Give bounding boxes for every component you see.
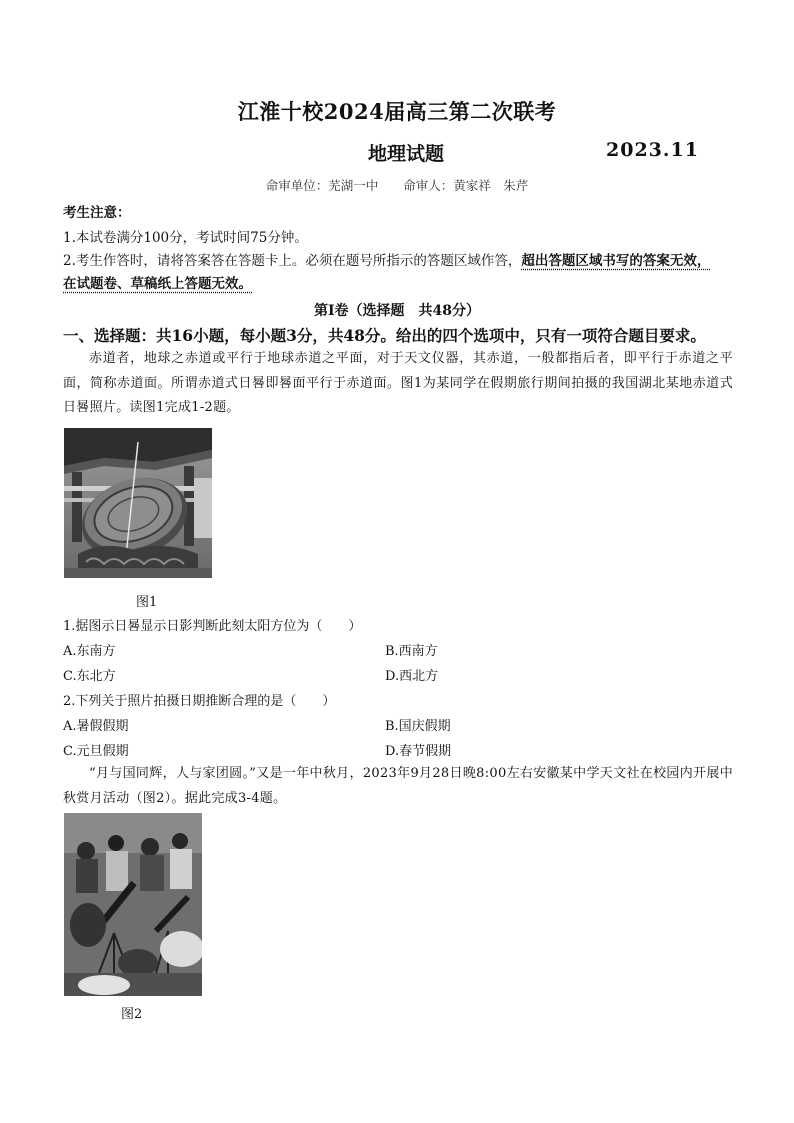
question-2-option-d[interactable]: D.春节假期	[385, 744, 452, 759]
question-2-option-c[interactable]: C.元旦假期	[63, 744, 129, 759]
notice-item-2-emphasis-cont: 在试题卷、草稿纸上答题无效。	[63, 276, 252, 292]
figure-1-caption: 图1	[136, 595, 158, 610]
moon-viewing-photo	[64, 813, 202, 996]
exam-date: 2023.11	[606, 139, 699, 161]
notice-item-2	[63, 249, 710, 269]
question-2-option-b[interactable]: B.国庆假期	[385, 719, 451, 734]
sundial-image-icon	[64, 428, 212, 578]
question-1-option-a[interactable]: A.东南方	[63, 644, 116, 659]
part-heading: 一、选择题：共16小题，每小题3分，共48分。给出的四个选项中，只有一项符合题目要求。	[63, 326, 706, 345]
question-1-option-b[interactable]: B.西南方	[385, 644, 438, 659]
question-2-stem: 2.下列关于照片拍摄日期推断合理的是（ ）	[63, 694, 336, 709]
notice-item-1: 1.本试卷满分100分，考试时间75分钟。	[63, 230, 308, 246]
question-1-option-c[interactable]: C.东北方	[63, 669, 116, 684]
exam-subject: 地理试题	[368, 143, 445, 165]
section-heading: 第Ⅰ卷（选择题 共48分）	[313, 303, 481, 319]
question-2-option-a[interactable]: A.暑假假期	[63, 719, 129, 734]
question-1-stem: 1.据图示日晷显示日影判断此刻太阳方位为（ ）	[63, 619, 362, 634]
notice-item-2-cont	[63, 272, 252, 292]
notice-heading: 考生注意：	[63, 205, 131, 221]
exam-title: 江淮十校2024届高三第二次联考	[237, 99, 557, 124]
figure-2-caption: 图2	[121, 1007, 143, 1022]
sundial-photo	[64, 428, 212, 578]
exam-authors: 命审单位：芜湖一中 命审人：黄家祥 朱芹	[265, 178, 529, 193]
notice-item-2-text: 2.考生作答时，请将答案答在答题卡上。必须在题号所指示的答题区域作答，	[63, 253, 522, 269]
passage-2: “月与国同辉，人与家团圆。”又是一年中秋月，2023年9月28日晚8:00左右安徽某中学天文社在校园内开展中秋赏月活动（图2）。据此完成3-4题。	[63, 766, 733, 806]
moon-viewing-image-icon	[64, 813, 202, 996]
question-1-option-d[interactable]: D.西北方	[385, 669, 439, 684]
passage-1: 赤道者，地球之赤道或平行于地球赤道之平面，对于天文仪器，其赤道，一般都指后者，即平行于赤道之平面，简称赤道面。所谓赤道式日晷即晷面平行于赤道面。图1为某同学在假期旅行期间拍摄的我国湖北某地赤道式日晷照片。读图1完成1-2题。	[63, 351, 733, 415]
notice-item-2-emphasis: 超出答题区域书写的答案无效，	[521, 253, 711, 269]
